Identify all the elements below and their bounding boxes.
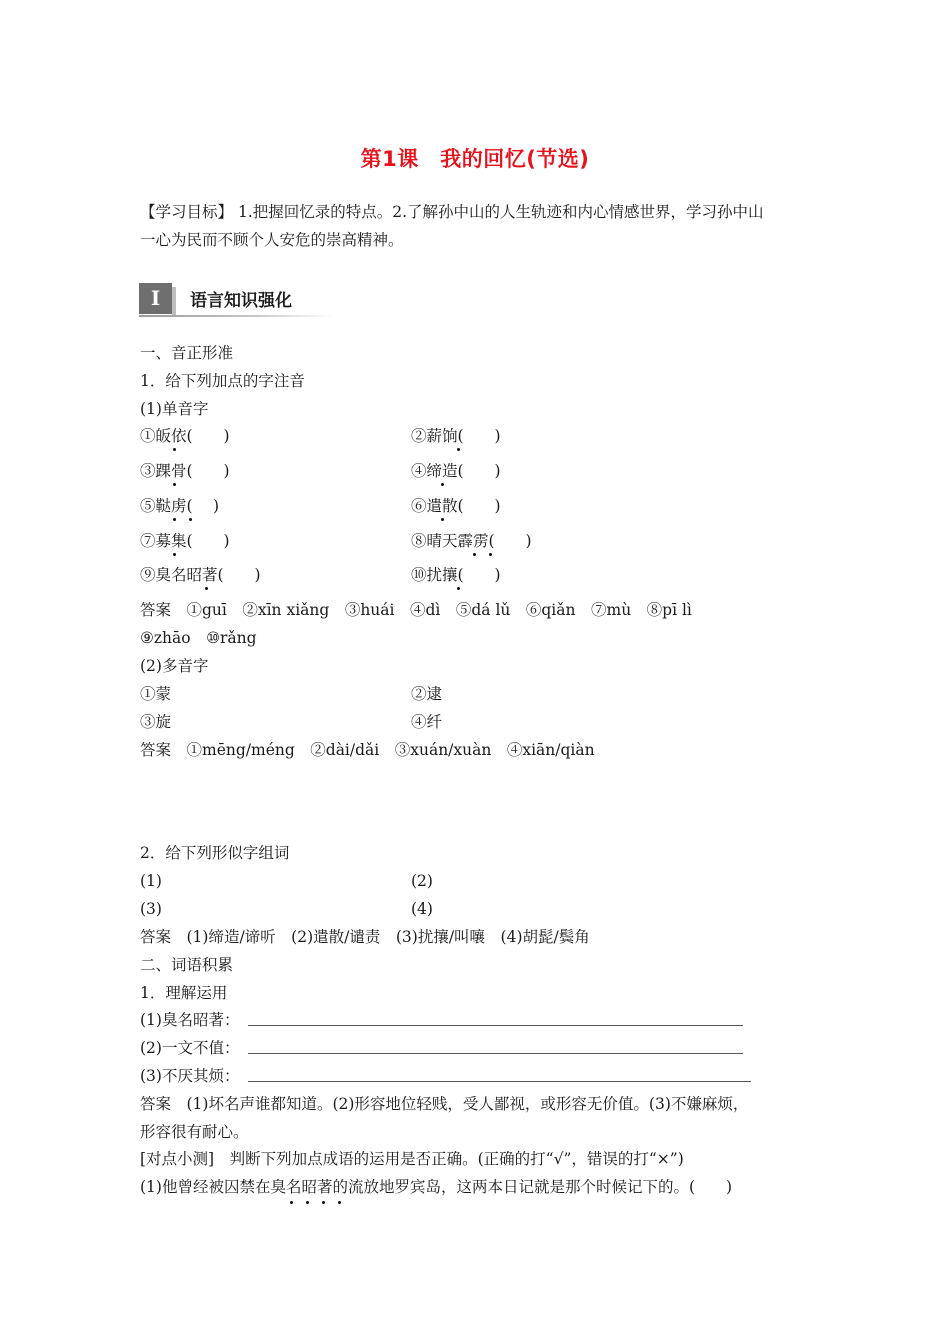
multi-left-2: ③旋 (140, 713, 172, 731)
item-left-3: ⑤鞑虏( ) (140, 497, 220, 515)
emphasis-dot (173, 553, 176, 556)
emphasis-dot (173, 448, 176, 451)
emphasis-dot (441, 518, 444, 521)
subheading-single: (1)单音字 (140, 400, 209, 418)
answer-multi: 答案 ①mēng/méng ②dài/dǎi ③xuán/xuàn ④xiān/qiàn (140, 741, 595, 759)
item-right-1: ②薪饷( ) (411, 427, 501, 445)
term-2: (2)一文不值： (140, 1039, 240, 1057)
answer-shape: 答案 (1)缔造/谛听 (2)遣散/谴责 (3)扰攘/叫嚷 (4)胡髭/鬓角 (140, 928, 590, 946)
item-right-4: ⑧晴天霹雳( ) (411, 532, 532, 550)
answer-blank-1[interactable] (248, 1025, 743, 1026)
emphasis-dot (473, 553, 476, 556)
question-1: 1．给下列加点的字注音 (140, 372, 305, 390)
objective-text-1: 1.把握回忆录的特点。2.了解孙中山的人生轨迹和内心情感世界，学习孙中山 (237, 203, 764, 221)
term-1: (1)臭名昭著： (140, 1011, 240, 1029)
item-right-2: ④缔造( ) (411, 462, 501, 480)
answer-single-line-1: 答案 ①guī ②xīn xiǎng ③huái ④dì ⑤dá lǔ ⑥qiǎn ⑦mù ⑧pī lì (140, 601, 692, 619)
part1-heading: 一、音正形准 (140, 344, 234, 362)
question-2: 2．给下列形似字组词 (140, 844, 290, 862)
answer-single-line-2: ⑨zhāo ⑩rǎng (140, 629, 257, 647)
term-3: (3)不厌其烦： (140, 1067, 240, 1085)
section-badge-shadow (172, 287, 176, 317)
multi-right-2: ④纤 (411, 713, 443, 731)
practice-instruction: [对点小测] 判断下列加点成语的运用是否正确。(正确的打“√”，错误的打“×”) (140, 1150, 684, 1168)
objective-line-1 (140, 202, 764, 222)
emphasis-dot (290, 1201, 293, 1204)
q2-left-2: (3) (140, 900, 162, 918)
emphasis-dot (489, 553, 492, 556)
emphasis-dot (338, 1201, 341, 1204)
emphasis-dot (173, 518, 176, 521)
item-left-5: ⑨臭名昭著( ) (140, 566, 261, 584)
part2-question-1: 1．理解运用 (140, 984, 228, 1002)
objective-label: 【学习目标】 (140, 203, 234, 221)
item-left-4: ⑦募集( ) (140, 532, 230, 550)
section-badge: I (139, 283, 172, 314)
q2-left-1: (1) (140, 872, 162, 890)
section-underline (139, 315, 334, 317)
section-title: 语言知识强化 (190, 291, 292, 311)
emphasis-dot (457, 448, 460, 451)
answer-blank-3[interactable] (248, 1081, 751, 1082)
answer-idioms-line-2: 形容很有耐心。 (140, 1123, 249, 1141)
item-left-1: ①皈依( ) (140, 427, 230, 445)
item-right-3: ⑥遣散( ) (411, 497, 501, 515)
emphasis-dot (173, 483, 176, 486)
q2-right-2: (4) (411, 900, 433, 918)
practice-question-1: (1)他曾经被囚禁在臭名昭著的流放地罗宾岛，这两本日记就是那个时候记下的。( ) (140, 1178, 733, 1196)
multi-right-1: ②逮 (411, 685, 443, 703)
item-right-5: ⑩扰攘( ) (411, 566, 501, 584)
emphasis-dot (322, 1201, 325, 1204)
answer-blank-2[interactable] (248, 1053, 743, 1054)
emphasis-dot (306, 1201, 309, 1204)
objective-line-2: 一心为民而不顾个人安危的崇高精神。 (140, 231, 404, 249)
q2-right-1: (2) (411, 872, 433, 890)
multi-left-1: ①蒙 (140, 685, 172, 703)
emphasis-dot (441, 483, 444, 486)
emphasis-dot (457, 587, 460, 590)
part2-heading: 二、词语积累 (140, 956, 234, 974)
answer-idioms-line-1: 答案 (1)坏名声谁都知道。(2)形容地位轻贱，受人鄙视，或形容无价值。(3)不嫌麻烦， (140, 1095, 749, 1113)
emphasis-dot (205, 587, 208, 590)
emphasis-dot (189, 518, 192, 521)
subheading-multi: (2)多音字 (140, 657, 209, 675)
lesson-title: 第1课 我的回忆(节选) (360, 147, 590, 171)
item-left-2: ③踝骨( ) (140, 462, 230, 480)
